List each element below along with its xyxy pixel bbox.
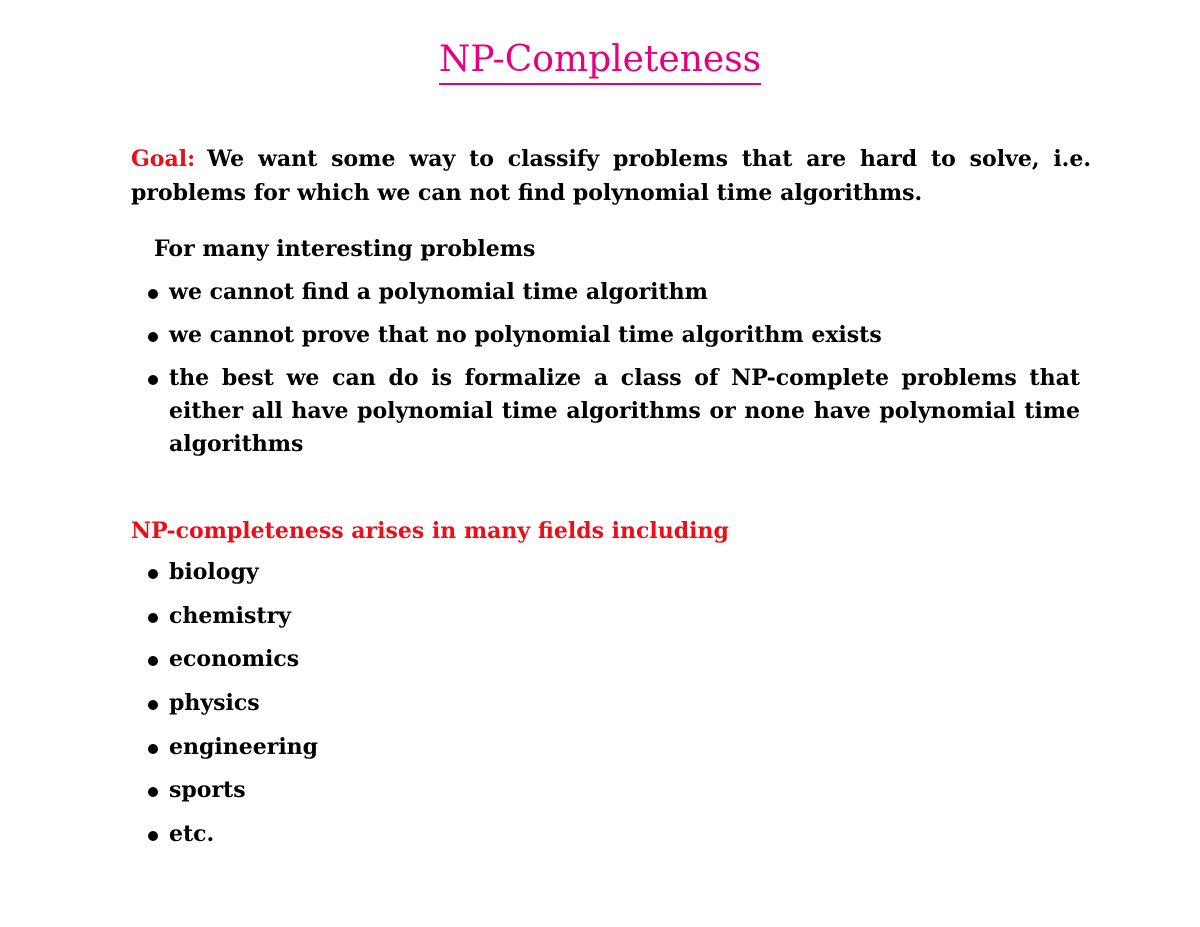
list-item: biology: [145, 556, 1080, 589]
goal-text: We want some way to classify problems that are hard to solve, i.e. problems for which we can not find polynomial time algorithms.: [131, 146, 1091, 206]
list-item: the best we can do is formalize a class of NP-complete problems that either all have polynomial time algorithms or none have polynomial time algorithms: [145, 362, 1080, 461]
list-item: economics: [145, 643, 1080, 676]
list-item: physics: [145, 687, 1080, 720]
goal-label: Goal:: [131, 146, 196, 172]
list-item: sports: [145, 774, 1080, 807]
bullet-list-fields: [145, 556, 1080, 862]
list-item: we cannot prove that no polynomial time algorithm exists: [145, 319, 1080, 352]
bullet-list-problems: [145, 276, 1080, 471]
list-item: engineering: [145, 731, 1080, 764]
list-item: chemistry: [145, 600, 1080, 633]
slide-title-text: NP-Completeness: [439, 38, 761, 85]
intro-text: For many interesting problems: [154, 236, 536, 262]
goal-paragraph: [131, 142, 1091, 210]
slide-title: [0, 38, 1200, 85]
list-item: etc.: [145, 818, 1080, 851]
list-item: we cannot find a polynomial time algorithm: [145, 276, 1080, 309]
section-heading-fields: NP-completeness arises in many fields including: [131, 518, 729, 544]
